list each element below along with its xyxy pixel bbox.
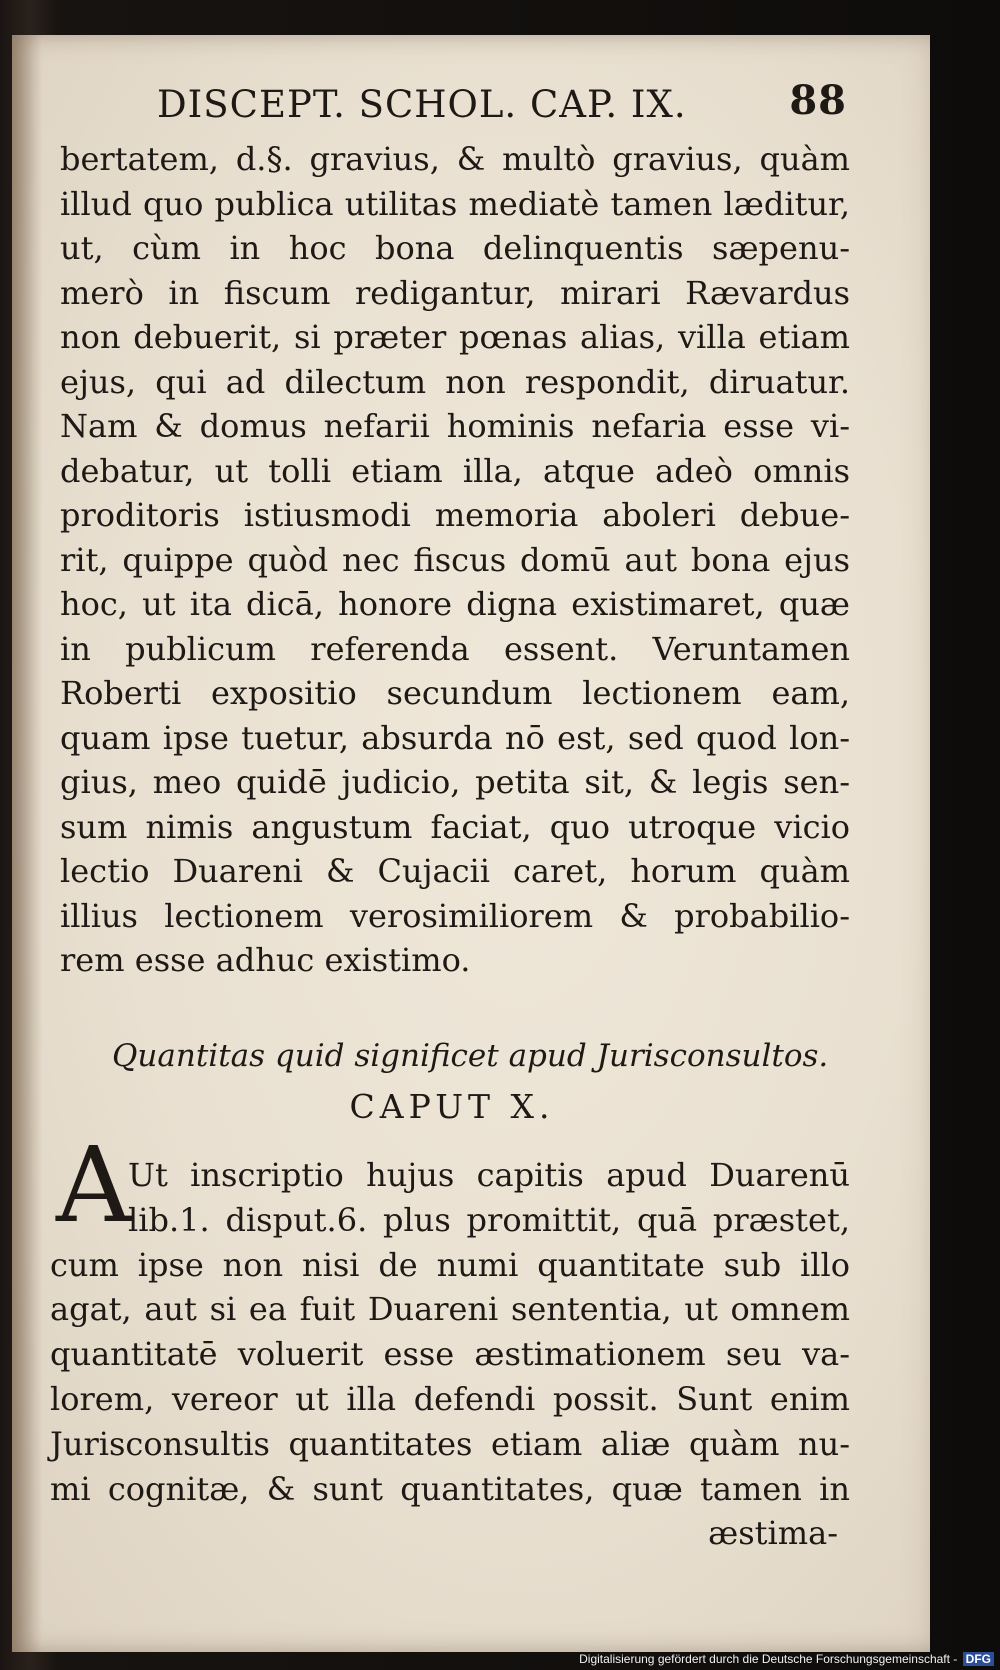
text-line: in publicum referenda essent. Veruntamen [60, 629, 850, 668]
text-line: agat, aut si ea fuit Duareni sententia, ut omnem [50, 1290, 850, 1329]
text-line: ut, cùm in hoc bona delinquentis sæpenu- [60, 229, 850, 267]
text-line: bertatem, d.§. gravius, & multò gravius, quàm [60, 140, 850, 178]
dfg-logo: DFG [963, 1652, 994, 1666]
running-title: DISCEPT. SCHOL. CAP. IX. [157, 83, 687, 126]
text-line: lib.1. disput.6. plus promittit, quā præstet, [128, 1200, 850, 1239]
body-paragraph [60, 137, 850, 983]
text-line: cum ipse non nisi de numi quantitate sub illo [50, 1245, 850, 1284]
drop-cap-initial: A [56, 1124, 132, 1246]
text-line: Nam & domus nefarii hominis nefaria esse vi- [60, 407, 850, 445]
chapter-paragraph [50, 1153, 850, 1556]
catchword: æstima- [708, 1514, 838, 1553]
digitization-credit [579, 1652, 994, 1666]
text-line: quam ipse tuetur, absurda nō est, sed quod lon- [60, 718, 850, 757]
text-line: ejus, qui ad dilectum non respondit, diruatur. [60, 362, 850, 401]
credit-text: Digitalisierung gefördert durch die Deutsche Forschungsgemeinschaft - [579, 1652, 958, 1666]
text-line: Jurisconsultis quantitates etiam aliæ quàm nu- [50, 1424, 850, 1463]
page-header [157, 77, 847, 137]
page-gutter-shadow [12, 35, 42, 1652]
text-line: hoc, ut ita dicā, honore digna existimaret, quæ [60, 585, 850, 623]
text-line: illius lectionem verosimiliorem & probabilio- [60, 896, 850, 935]
chapter-subject-heading: Quantitas quid significet apud Jurisconsultos. [112, 1038, 829, 1074]
page-number: 88 [789, 77, 847, 124]
text-line: lectio Duareni & Cujacii caret, horum quàm [60, 852, 850, 890]
text-line: quantitatē voluerit esse æstimationem seu va- [50, 1335, 850, 1374]
text-line: proditoris istiusmodi memoria aboleri debue- [60, 496, 850, 534]
text-line: mi cognitæ, & sunt quantitates, quæ tamen in [50, 1469, 850, 1508]
text-line: rit, quippe quòd nec fiscus domū aut bona ejus [60, 540, 850, 579]
chapter-heading: CAPUT X. [349, 1087, 555, 1126]
text-line: sum nimis angustum faciat, quo utroque vicio [60, 807, 850, 846]
text-line: rem esse adhuc existimo. [60, 941, 471, 979]
text-line: Roberti expositio secundum lectionem eam, [60, 674, 850, 712]
text-line: illud quo publica utilitas mediatè tamen læditur, [60, 184, 850, 223]
text-line: debatur, ut tolli etiam illa, atque adeò omnis [60, 451, 850, 490]
text-line: Ut inscriptio hujus capitis apud Duarenū [128, 1156, 850, 1194]
text-line: gius, meo quidē judicio, petita sit, & legis sen- [60, 763, 850, 801]
book-page [12, 35, 930, 1652]
text-line: merò in fiscum redigantur, mirari Rævardus [60, 273, 850, 312]
text-line: non debuerit, si præter pœnas alias, villa etiam [60, 318, 850, 356]
text-line: lorem, vereor ut illa defendi possit. Sunt enim [50, 1379, 850, 1418]
